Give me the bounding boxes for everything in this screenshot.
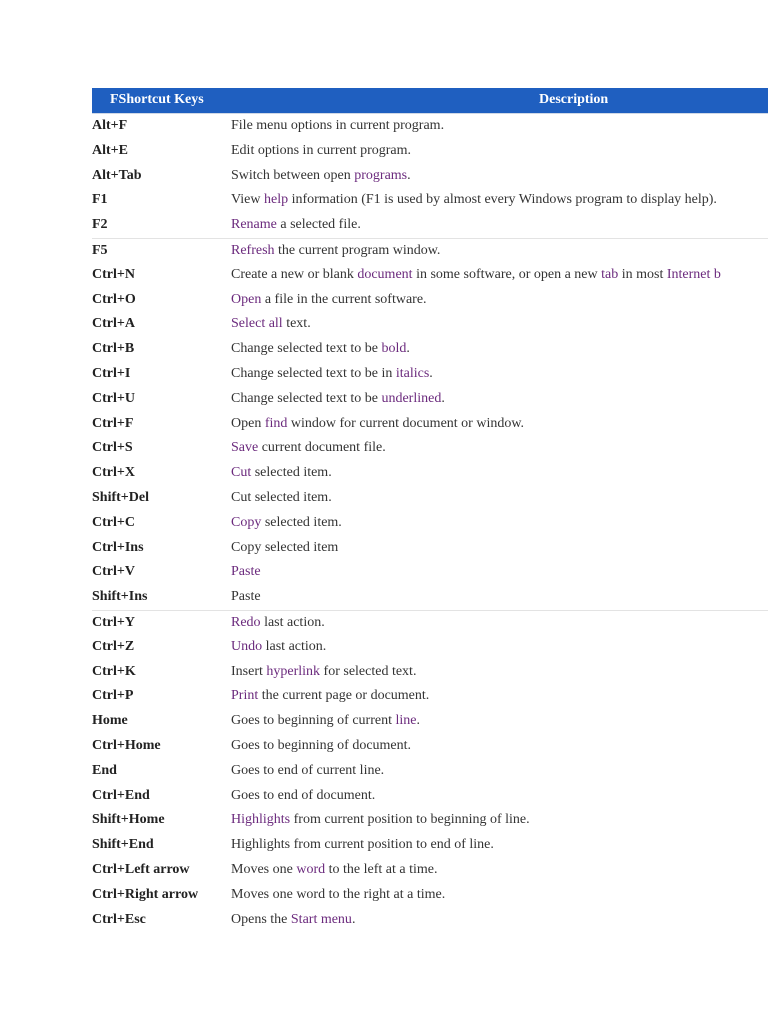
table-row [92, 883, 768, 908]
table-row [92, 486, 768, 511]
shortcut-description [231, 341, 410, 357]
shortcut-description [231, 887, 445, 903]
description-text: information (F1 is used by almost every Windows program to display help). [288, 192, 717, 208]
description-text: Copy selected item [231, 539, 339, 555]
shortcut-key: Alt+E [92, 142, 128, 158]
shortcut-key: Ctrl+O [92, 291, 136, 307]
shortcut-description [231, 243, 440, 259]
shortcut-key: Ctrl+B [92, 341, 135, 357]
table-row [92, 312, 768, 337]
header-shortcut-keys: FShortcut Keys [110, 92, 204, 107]
description-text: Edit options in current program. [231, 142, 412, 158]
description-text: Goes to beginning of document. [231, 737, 412, 753]
shortcut-description [231, 788, 375, 804]
shortcut-description [231, 540, 338, 556]
description-text: selected item. [261, 514, 342, 530]
description-link[interactable]: help [263, 192, 289, 208]
shortcut-description [231, 416, 524, 432]
shortcut-key: F1 [92, 192, 108, 208]
description-text: . [416, 713, 420, 729]
table-row [92, 784, 768, 809]
shortcut-key: Ctrl+K [92, 663, 136, 679]
shortcut-description [231, 812, 530, 828]
shortcut-description [231, 664, 416, 680]
shortcut-key: Ctrl+Right arrow [92, 886, 199, 902]
shortcut-key: Shift+Del [92, 489, 149, 505]
description-text: Highlights from current position to end of line. [231, 837, 494, 853]
description-link[interactable]: find [264, 415, 288, 431]
shortcut-key: F2 [92, 217, 108, 233]
shortcut-key: Ctrl+Home [92, 737, 161, 753]
shortcut-description [231, 143, 411, 159]
table-row [92, 635, 768, 660]
description-link[interactable]: Rename [231, 217, 277, 233]
shortcut-key: Ctrl+Left arrow [92, 861, 190, 877]
shortcut-description [231, 267, 721, 283]
shortcut-description [231, 763, 384, 779]
shortcut-description [231, 217, 361, 233]
table-row [92, 536, 768, 561]
table-row [92, 188, 768, 213]
shortcut-description [231, 837, 494, 853]
shortcut-description [231, 316, 311, 332]
description-text: Moves one [231, 861, 297, 877]
shortcut-key: Ctrl+Z [92, 638, 135, 654]
description-text: Paste [231, 589, 261, 605]
shortcut-description [231, 192, 717, 208]
table-row [92, 337, 768, 362]
shortcut-description [231, 391, 445, 407]
description-text: for selected text. [320, 663, 417, 679]
table-row [92, 164, 768, 189]
table-row [92, 288, 768, 313]
description-link[interactable]: document [357, 266, 413, 282]
description-text: window for current document or window. [287, 415, 525, 431]
shortcut-key: Shift+End [92, 837, 154, 853]
shortcut-key: Ctrl+V [92, 564, 135, 580]
description-text: the current page or document. [258, 688, 430, 704]
table-row [92, 908, 768, 933]
shortcut-description [231, 639, 326, 655]
description-link[interactable]: Redo [231, 614, 261, 630]
shortcut-key: Ctrl+Esc [92, 911, 146, 927]
shortcut-description [231, 713, 420, 729]
description-link[interactable]: bold [381, 341, 407, 357]
table-row [92, 560, 768, 585]
description-link[interactable]: Undo [231, 638, 263, 654]
table-row [92, 858, 768, 883]
shortcut-key: Ctrl+S [92, 440, 133, 456]
table-row [92, 436, 768, 461]
table-row [92, 610, 768, 635]
shortcut-description [231, 490, 332, 506]
description-text: a file in the current software. [261, 291, 427, 307]
description-link[interactable]: Start menu [290, 911, 352, 927]
shortcut-key: Ctrl+Y [92, 614, 135, 630]
description-text: Moves one word to the right at a time. [231, 886, 446, 902]
description-link[interactable]: italics [395, 365, 430, 381]
description-text: Change selected text to be in [231, 365, 396, 381]
table-row [92, 511, 768, 536]
shortcut-description [231, 688, 429, 704]
description-text: Insert [231, 663, 267, 679]
shortcut-key: Ctrl+F [92, 415, 134, 431]
table-row [92, 734, 768, 759]
shortcut-table [92, 88, 768, 932]
table-row [92, 387, 768, 412]
description-link[interactable]: Refresh [231, 242, 275, 258]
table-row [92, 114, 768, 139]
description-link[interactable]: Cut [231, 465, 252, 481]
description-text: Cut selected item. [231, 489, 332, 505]
table-row [92, 461, 768, 486]
description-text: File menu options in current program. [231, 118, 445, 133]
shortcut-description [231, 615, 325, 631]
description-link[interactable]: line [395, 713, 417, 729]
description-link[interactable]: Internet b [666, 266, 721, 282]
shortcut-description [231, 862, 437, 878]
description-text: from current position to beginning of line. [290, 812, 530, 828]
shortcut-key: Alt+Tab [92, 167, 142, 183]
shortcut-key: Ctrl+Ins [92, 539, 144, 555]
description-text: last action. [262, 638, 327, 654]
shortcut-key: Ctrl+X [92, 465, 135, 481]
description-text: Change selected text to be [231, 341, 382, 357]
shortcut-key: Alt+F [92, 118, 128, 133]
description-link[interactable]: hyperlink [266, 663, 321, 679]
description-text: Opens the [231, 911, 291, 927]
description-text: the current program window. [274, 242, 441, 258]
description-link[interactable]: Print [231, 688, 259, 704]
table-row [92, 684, 768, 709]
description-text: to the left at a time. [325, 861, 438, 877]
shortcut-description [231, 292, 427, 308]
description-text: last action. [260, 614, 325, 630]
shortcut-description [231, 589, 261, 605]
table-row [92, 808, 768, 833]
table-row [92, 660, 768, 685]
shortcut-key: Ctrl+End [92, 787, 150, 803]
description-link[interactable]: Copy [231, 514, 262, 530]
description-link[interactable]: tab [601, 266, 619, 282]
description-text: Goes to end of current line. [231, 762, 385, 778]
description-text: . [406, 341, 410, 357]
shortcut-description [231, 465, 332, 481]
table-row [92, 585, 768, 610]
shortcut-key: Ctrl+C [92, 514, 135, 530]
shortcut-key: Ctrl+N [92, 266, 135, 282]
table-row [92, 709, 768, 734]
description-text: a selected file. [276, 217, 361, 233]
shortcut-description [231, 738, 411, 754]
description-text: . [407, 167, 411, 183]
shortcut-description [231, 118, 444, 134]
table-header [92, 88, 768, 114]
description-text: in most [618, 266, 667, 282]
shortcut-key: Ctrl+U [92, 390, 135, 406]
table-row [92, 833, 768, 858]
description-text: selected item. [251, 465, 332, 481]
shortcut-key: Shift+Ins [92, 589, 148, 605]
description-text: Goes to beginning of current [231, 713, 396, 729]
description-text: Open [231, 415, 265, 431]
shortcut-key: Shift+Home [92, 812, 165, 828]
description-text: current document file. [258, 440, 386, 456]
description-text: . [429, 365, 433, 381]
description-link[interactable]: underlined [381, 390, 442, 406]
shortcut-description [231, 366, 433, 382]
description-link[interactable]: Highlights [231, 812, 291, 828]
description-link[interactable]: Save [231, 440, 259, 456]
shortcut-description [231, 515, 342, 531]
shortcut-key: Ctrl+I [92, 365, 131, 381]
shortcut-description [231, 440, 386, 456]
table-row [92, 213, 768, 238]
description-text: in some software, or open a new [412, 266, 602, 282]
description-link[interactable]: Paste [231, 564, 261, 580]
description-text: Change selected text to be [231, 390, 382, 406]
description-link[interactable]: programs [354, 167, 408, 183]
table-row [92, 139, 768, 164]
header-description: Description [539, 92, 609, 107]
description-text: . [351, 911, 356, 927]
table-row [92, 362, 768, 387]
description-text: Switch between open [231, 167, 355, 183]
shortcut-key: F5 [92, 242, 108, 258]
description-text: View [231, 192, 264, 208]
shortcut-key: Ctrl+P [92, 688, 134, 704]
table-row [92, 759, 768, 784]
description-link[interactable]: Open [231, 291, 262, 307]
shortcut-key: Ctrl+A [92, 316, 135, 332]
description-text: . [441, 390, 445, 406]
description-text: Goes to end of document. [231, 787, 376, 803]
table-row [92, 412, 768, 437]
shortcut-description [231, 168, 411, 184]
description-text: Create a new or blank [231, 266, 358, 282]
shortcut-description [231, 912, 355, 928]
description-link[interactable]: word [296, 861, 326, 877]
table-body [92, 114, 768, 932]
shortcut-key: End [92, 762, 117, 778]
description-text: text. [282, 316, 311, 332]
description-link[interactable]: Select all [231, 316, 283, 332]
shortcut-description [231, 564, 261, 580]
shortcut-key: Home [92, 713, 128, 729]
table-row [92, 238, 768, 263]
table-row [92, 263, 768, 288]
